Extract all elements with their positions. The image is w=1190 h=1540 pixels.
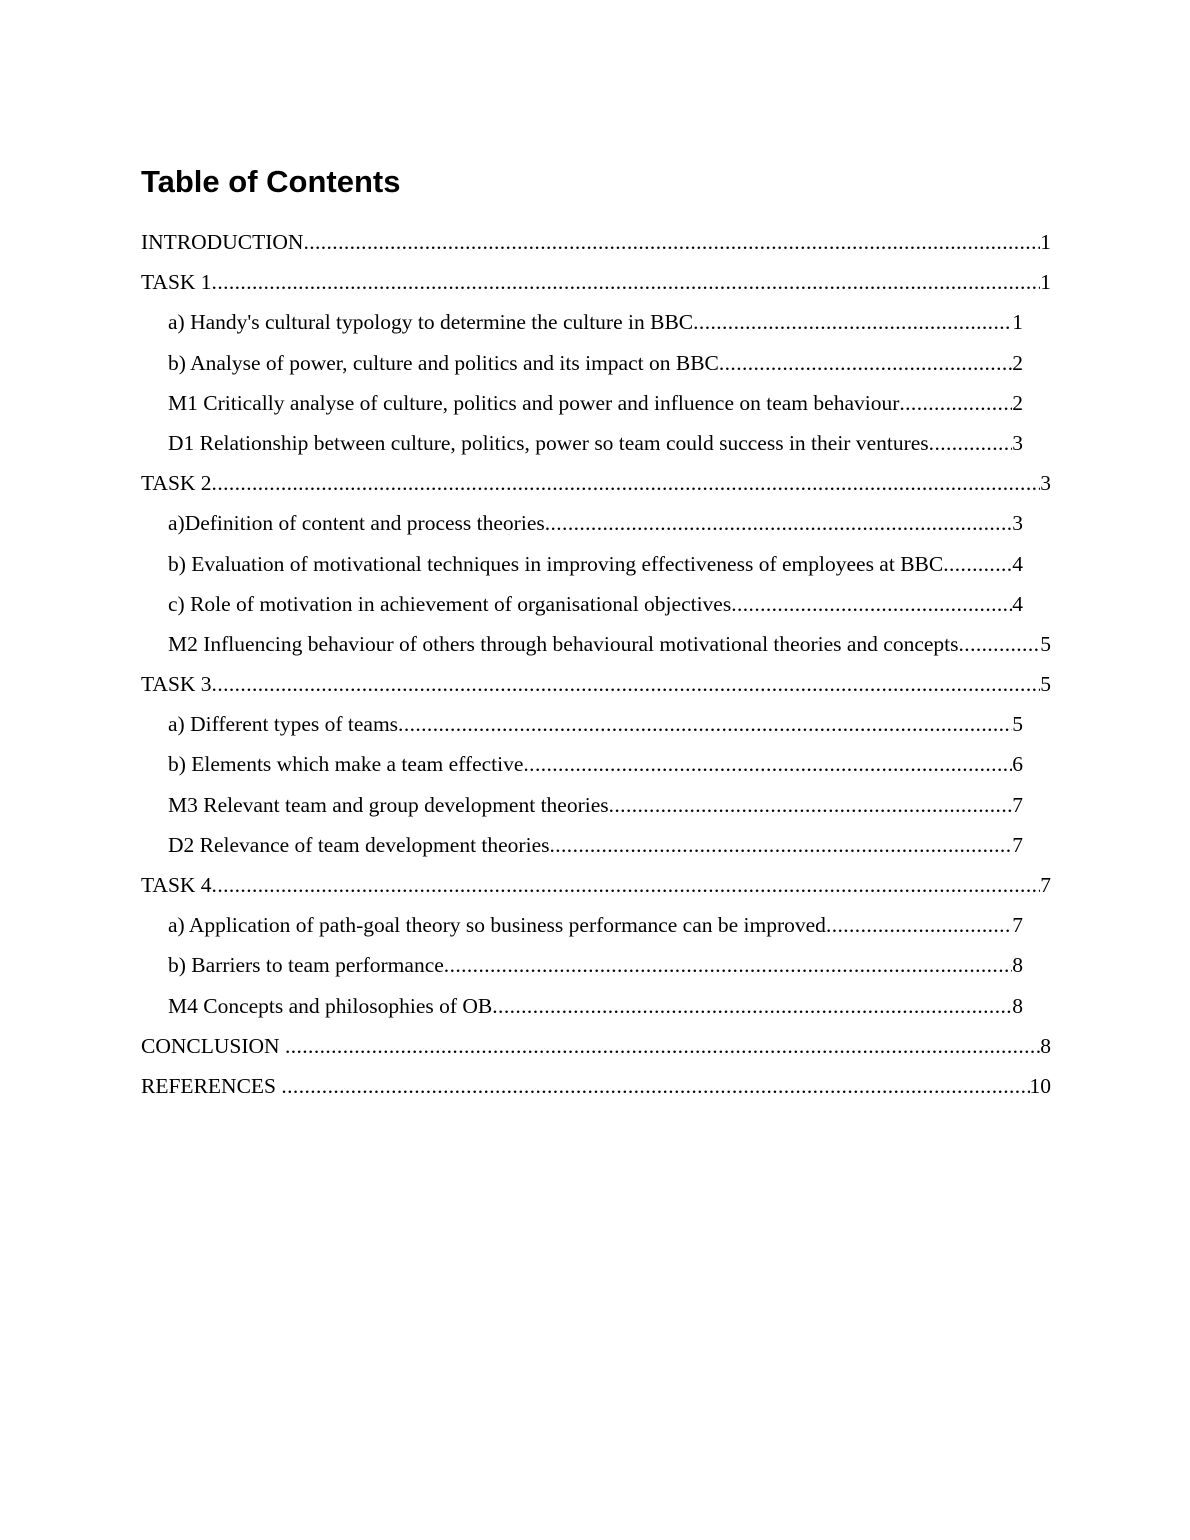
toc-entry-page: 10: [1029, 1073, 1051, 1098]
toc-entry-page: 3: [1040, 471, 1051, 496]
toc-entry-title: a) Different types of teams: [168, 712, 399, 737]
toc-leader-dots: [285, 1026, 1040, 1066]
toc-entry-title: b) Barriers to team performance: [168, 953, 444, 978]
toc-entry-title: M2 Influencing behaviour of others through behavioural motivational theories and concepts: [168, 631, 959, 656]
toc-entry-conclusion[interactable]: [141, 1026, 1051, 1066]
toc-entry-page: 3: [1012, 511, 1023, 536]
toc-entry-page: 8: [1012, 953, 1023, 978]
toc-leader-dots: [444, 945, 1012, 985]
toc-leader-dots: [212, 664, 1041, 704]
toc-entry-page: 6: [1012, 752, 1023, 777]
toc-entry-task-3-a[interactable]: [141, 704, 1023, 744]
toc-entry-title: b) Evaluation of motivational techniques in improving effectiveness of employees at BBC: [168, 551, 944, 576]
toc-entry-title: D1 Relationship between culture, politics, power so team could success in their ventures: [168, 430, 929, 455]
toc-entry-page: 2: [1012, 350, 1023, 375]
toc-entry-title: REFERENCES: [141, 1073, 282, 1098]
toc-entry-task-3[interactable]: [141, 664, 1051, 704]
toc-entry-page: 7: [1012, 913, 1023, 938]
toc-leader-dots: [303, 222, 1040, 262]
toc-leader-dots: [719, 343, 1012, 383]
toc-entry-task-4-a[interactable]: [141, 905, 1023, 945]
toc-entry-task-1[interactable]: [141, 262, 1051, 302]
toc-entry-title: TASK 4: [141, 873, 212, 897]
toc-entry-title: CONCLUSION: [141, 1033, 285, 1058]
toc-leader-dots: [943, 544, 1012, 584]
toc-entry-title: D2 Relevance of team development theories: [168, 832, 550, 857]
toc-entry-title: c) Role of motivation in achievement of organisational objectives: [168, 591, 732, 616]
toc-entry-task-3-b[interactable]: [141, 744, 1023, 784]
toc-entry-title: b) Elements which make a team effective: [168, 752, 524, 777]
toc-entry-page: 3: [1012, 430, 1023, 455]
toc-entry-page: 4: [1012, 551, 1023, 576]
toc-leader-dots: [959, 624, 1041, 664]
toc-entry-page: 5: [1040, 631, 1051, 656]
toc-leader-dots: [492, 986, 1012, 1026]
toc-entry-title: a)Definition of content and process theories: [168, 511, 545, 536]
toc-entry-page: 7: [1012, 792, 1023, 817]
toc-leader-dots: [731, 584, 1012, 624]
toc-leader-dots: [281, 1066, 1029, 1106]
toc-leader-dots: [693, 302, 1012, 342]
toc-leader-dots: [212, 865, 1041, 905]
toc-entry-page: 4: [1012, 591, 1023, 616]
toc-entry-task-1-m1[interactable]: [141, 383, 1023, 423]
toc-entry-task-4[interactable]: [141, 865, 1051, 905]
toc-entry-title: TASK 3: [141, 672, 212, 697]
toc-leader-dots: [826, 905, 1012, 945]
toc-entry-title: TASK 1: [141, 270, 212, 295]
toc-entry-title: M3 Relevant team and group development theories: [168, 792, 609, 817]
toc-entry-task-3-m3[interactable]: [141, 785, 1023, 825]
toc-entry-title: M4 Concepts and philosophies of OB: [168, 993, 493, 1018]
toc-entry-title: TASK 2: [141, 471, 212, 496]
toc-list: [141, 222, 1051, 1106]
toc-entry-page: 1: [1040, 230, 1051, 254]
toc-entry-task-4-m4[interactable]: [141, 986, 1023, 1026]
toc-leader-dots: [398, 704, 1012, 744]
toc-entry-title: a) Handy's cultural typology to determine the culture in BBC: [168, 310, 694, 335]
toc-entry-title: a) Application of path-goal theory so business performance can be improved: [168, 913, 826, 938]
toc-entry-title: M1 Critically analyse of culture, politics and power and influence on team behaviour: [168, 390, 900, 415]
toc-entry-page: 7: [1040, 873, 1051, 897]
toc-leader-dots: [212, 463, 1041, 503]
toc-entry-task-1-b[interactable]: [141, 343, 1023, 383]
toc-leader-dots: [929, 423, 1013, 463]
toc-entry-page: 1: [1040, 270, 1051, 295]
toc-entry-page: 8: [1012, 993, 1023, 1018]
toc-leader-dots: [609, 785, 1013, 825]
toc-entry-page: 1: [1012, 310, 1023, 335]
toc-entry-page: 2: [1012, 390, 1023, 415]
toc-entry-task-2-c[interactable]: [141, 584, 1023, 624]
toc-entry-page: 8: [1040, 1033, 1051, 1058]
toc-entry-task-2-a[interactable]: [141, 503, 1023, 543]
toc-heading: Table of Contents: [141, 164, 401, 199]
toc-entry-task-2[interactable]: [141, 463, 1051, 503]
toc-leader-dots: [549, 825, 1012, 865]
toc-leader-dots: [545, 503, 1013, 543]
toc-leader-dots: [899, 383, 1012, 423]
toc-entry-page: 5: [1012, 712, 1023, 737]
toc-entry-task-3-d2[interactable]: [141, 825, 1023, 865]
toc-entry-title: INTRODUCTION: [141, 230, 304, 254]
toc-entry-introduction[interactable]: [141, 222, 1051, 262]
toc-leader-dots: [212, 262, 1041, 302]
toc-entry-task-2-m2[interactable]: [141, 624, 1051, 664]
toc-entry-task-4-b[interactable]: [141, 945, 1023, 985]
toc-entry-task-1-d1[interactable]: [141, 423, 1023, 463]
toc-entry-page: 7: [1012, 832, 1023, 857]
toc-entry-references[interactable]: [141, 1066, 1051, 1106]
toc-leader-dots: [523, 744, 1012, 784]
toc-entry-title: b) Analyse of power, culture and politics and its impact on BBC: [168, 350, 719, 375]
toc-entry-task-1-a[interactable]: [141, 302, 1023, 342]
toc-entry-task-2-b[interactable]: [141, 544, 1023, 584]
toc-entry-page: 5: [1040, 672, 1051, 697]
